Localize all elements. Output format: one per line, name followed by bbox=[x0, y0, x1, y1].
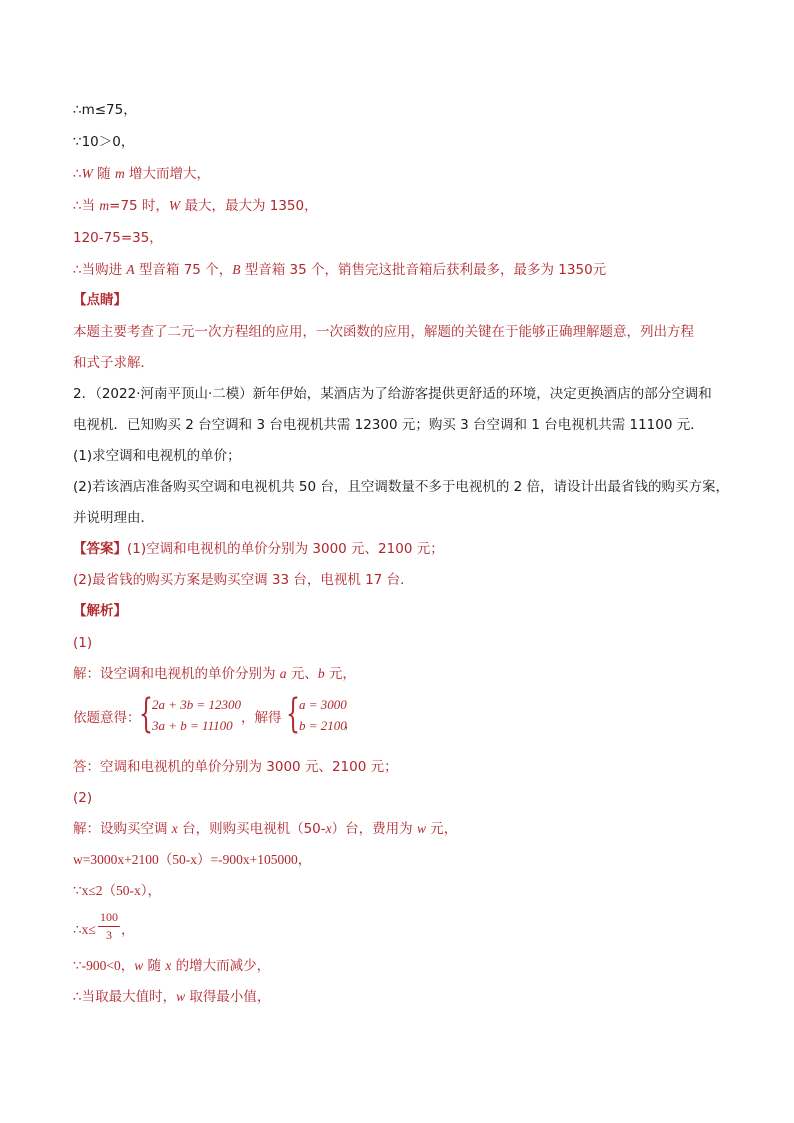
solution-1-line-1 bbox=[73, 664, 356, 684]
text: 元， bbox=[324, 666, 356, 682]
jiexi-heading bbox=[73, 601, 127, 621]
var-m: m bbox=[114, 166, 125, 181]
text: 120-75=35， bbox=[73, 230, 163, 246]
text: 台，则购买电视机（50- bbox=[177, 821, 326, 837]
var-w: w bbox=[134, 958, 144, 973]
solution-2-line-1 bbox=[73, 819, 457, 839]
text: w=3000x+2100（50-x）=-900x+105000， bbox=[73, 852, 312, 867]
dianjing-text-1 bbox=[73, 322, 694, 342]
line-10-gt-0 bbox=[73, 132, 134, 152]
text: 本题主要考查了二元一次方程组的应用，一次函数的应用，解题的关键在于能够正确理解题意，列出方程 bbox=[73, 324, 694, 340]
var-m: m bbox=[99, 198, 110, 213]
text: 和式子求解． bbox=[73, 355, 154, 371]
text: 型音箱 75 个， bbox=[134, 262, 233, 278]
line-w-increases bbox=[73, 164, 210, 184]
text: 随 bbox=[92, 166, 115, 182]
text: ）台，费用为 bbox=[331, 821, 417, 837]
var-x: x bbox=[325, 821, 332, 836]
text: 100 bbox=[100, 910, 118, 924]
text: ， bbox=[344, 716, 358, 732]
var-w: W bbox=[168, 198, 181, 213]
solution-comma bbox=[344, 714, 358, 734]
minimum-line bbox=[73, 987, 270, 1007]
text: 随 bbox=[143, 958, 166, 974]
text: 最大，最大为 1350， bbox=[180, 198, 318, 214]
text: ∵10＞0， bbox=[73, 134, 135, 150]
text: 电视机．已知购买 2 台空调和 3 台电视机共需 12300 元；购买 3 台空调和 1 台电视机共需 11100 元． bbox=[73, 417, 704, 433]
text: 的增大而减少， bbox=[171, 958, 271, 974]
text: ∴ bbox=[73, 166, 82, 182]
text: ∵-900<0， bbox=[73, 958, 135, 973]
answer-line-2 bbox=[73, 570, 414, 590]
solution-a: a = 3000 bbox=[299, 697, 347, 712]
text: ∴当取最大值时， bbox=[73, 989, 177, 1005]
var-w: w bbox=[176, 989, 186, 1004]
text: 增大而增大， bbox=[124, 166, 210, 182]
equation-1: 2a + 3b = 12300 bbox=[152, 697, 242, 712]
line-conclusion bbox=[73, 260, 606, 280]
cost-function-line bbox=[73, 850, 311, 870]
text: 【解析】 bbox=[73, 603, 127, 619]
brace-left-system: { bbox=[139, 691, 153, 737]
line-when-m-75 bbox=[73, 196, 318, 216]
var-a: a bbox=[279, 666, 287, 681]
text: ∵x≤2（50-x）， bbox=[73, 883, 161, 898]
text: 取得最小值， bbox=[185, 989, 271, 1005]
text: ∴x≤ bbox=[73, 922, 96, 937]
fraction-denominator bbox=[97, 928, 121, 943]
text: ∴当购进 bbox=[73, 262, 127, 278]
text: 解：设购买空调 bbox=[73, 821, 172, 837]
text: (1)求空调和电视机的单价； bbox=[73, 448, 241, 464]
line-m-le-75 bbox=[73, 100, 137, 120]
answer-heading: 【答案】 bbox=[73, 541, 127, 557]
question-2-part-1 bbox=[73, 446, 241, 466]
text: (1) bbox=[73, 635, 93, 651]
text: ∴m≤75， bbox=[73, 102, 137, 118]
equation-line-label bbox=[73, 708, 141, 728]
fraction-numerator bbox=[97, 910, 121, 925]
text: 【点睛】 bbox=[73, 292, 127, 308]
solution-system bbox=[299, 694, 347, 736]
solution-1-answer bbox=[73, 757, 398, 777]
question-2-line-2 bbox=[73, 415, 704, 435]
var-w: w bbox=[416, 821, 426, 836]
part-1-label bbox=[73, 633, 92, 653]
dianjing-heading bbox=[73, 290, 127, 310]
text: 型音箱 35 个，销售完这批音箱后获利最多，最多为 1350元 bbox=[240, 262, 607, 278]
text: (2)若该酒店准备购买空调和电视机共 50 台，且空调数量不多于电视机的 2 倍，请设计出最省钱的购买方案， bbox=[73, 479, 730, 495]
slope-line bbox=[73, 956, 270, 976]
text: 并说明理由． bbox=[73, 510, 154, 526]
text: =75 时， bbox=[109, 198, 169, 214]
equation-2: 3a + b = 11100 bbox=[152, 718, 233, 733]
question-2-part-2-line-2 bbox=[73, 508, 154, 528]
question-2-part-2-line-1 bbox=[73, 477, 729, 497]
text: ∴当 bbox=[73, 198, 100, 214]
text: 元， bbox=[425, 821, 458, 837]
question-2-line-1 bbox=[73, 384, 712, 404]
var-b: b bbox=[317, 666, 325, 681]
part-2-label bbox=[73, 788, 92, 808]
solution-b: b = 2100 bbox=[299, 718, 347, 733]
solve-label bbox=[241, 708, 282, 728]
text: 3 bbox=[106, 928, 112, 942]
inequality-line bbox=[73, 881, 161, 901]
text: ，解得 bbox=[241, 710, 282, 726]
text: (2) bbox=[73, 790, 93, 806]
var-A: A bbox=[126, 262, 135, 277]
answer-line-1 bbox=[73, 539, 444, 559]
fraction-comma bbox=[121, 920, 135, 940]
dianjing-text-2 bbox=[73, 353, 154, 373]
text: ， bbox=[121, 922, 135, 938]
var-x: x bbox=[171, 821, 178, 836]
text: 答：空调和电视机的单价分别为 3000 元、2100 元； bbox=[73, 759, 398, 775]
text: 解：设空调和电视机的单价分别为 bbox=[73, 666, 280, 682]
var-B: B bbox=[232, 262, 241, 277]
x-bound-label bbox=[73, 920, 96, 940]
text: 依题意得： bbox=[73, 710, 141, 726]
line-120-75 bbox=[73, 228, 163, 248]
text: 元、 bbox=[286, 666, 318, 682]
var-w: W bbox=[81, 166, 93, 181]
text: (1)空调和电视机的单价分别为 3000 元、2100 元； bbox=[127, 541, 444, 557]
text: 2．（2022·河南平顶山·二模）新年伊始，某酒店为了给游客提供更舒适的环境，决定更换酒店的部分空调和 bbox=[73, 386, 712, 402]
equation-system bbox=[152, 694, 241, 736]
brace-right-system: { bbox=[286, 691, 300, 737]
var-x: x bbox=[165, 958, 172, 973]
text: (2)最省钱的购买方案是购买空调 33 台，电视机 17 台． bbox=[73, 572, 414, 588]
fraction-bar bbox=[98, 926, 120, 927]
